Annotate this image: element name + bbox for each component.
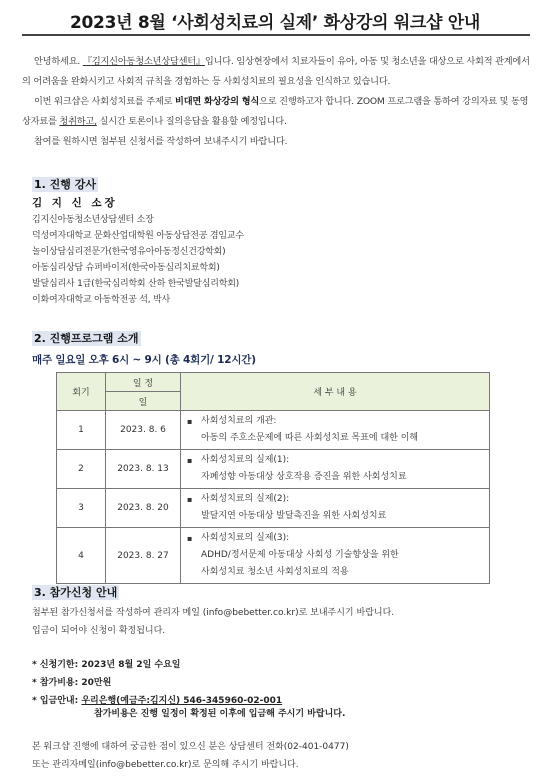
registration-notes (32, 604, 394, 640)
table-header-session: 회기 (57, 373, 106, 411)
account-item: * 입금안내: 우리은행(예금주:김지신) 546-345960-02-001 (32, 696, 283, 706)
session-date: 2023. 8. 6 (106, 411, 181, 450)
session-date: 2023. 8. 13 (106, 450, 181, 489)
content-bullet: ▪ 사회성치료의 실제(2): (187, 491, 483, 508)
instructor-line: 김지신아동청소년상담센터 소장 (32, 215, 154, 225)
content-bullet: ▪ 사회성치료의 개관: (187, 413, 483, 430)
content-line: 자폐성향 아동대상 상호작용 증진을 위한 사회성치료 (201, 472, 407, 482)
intro-emphasis: 비대면 화상강의 형식 (175, 96, 260, 107)
instructor-name: 김 지 신 소장 (32, 197, 118, 209)
instructor-line: 덕성여자대학교 문화산업대학원 아동상담전공 겸임교수 (32, 231, 244, 241)
intro-paragraphs (22, 52, 532, 152)
content-bullet: ▪ 사회성치료의 실제(1): (187, 452, 483, 469)
table-row (57, 450, 490, 489)
program-schedule: 매주 일요일 오후 6시 ~ 9시 (총 4회기/ 12시간) (32, 354, 256, 366)
content-bullet: ▪ 사회성치료의 실제(3): (187, 530, 483, 547)
payment-note: 참가비용은 진행 일정이 확정된 이후에 입금해 주시기 바랍니다. (94, 709, 346, 719)
table-header-content: 세 부 내 용 (181, 373, 490, 411)
content-line: 사회성치료 청소년 사회성치료의 적용 (201, 567, 349, 577)
footer-line: 또는 관리자메일(info@bebetter.co.kr)로 문의해 주시기 바랍니다. (32, 760, 299, 770)
program-table (56, 372, 490, 584)
center-name: 『김지신아동청소년상담센터』 (82, 56, 205, 67)
session-content (181, 411, 490, 450)
section-heading-instructor: 1. 진행 강사 (34, 178, 96, 191)
section-heading-registration: 3. 참가신청 안내 (34, 586, 118, 599)
table-row (57, 489, 490, 528)
session-date: 2023. 8. 20 (106, 489, 181, 528)
instructor-line: 이화여자대학교 아동학전공 석, 박사 (32, 295, 171, 305)
content-line: 발달지연 아동대상 발달촉진을 위한 사회성치료 (201, 511, 387, 521)
table-row (57, 528, 490, 584)
footer-line: 본 워크샵 진행에 대하여 궁금한 점이 있으신 분은 상담센터 전화(02-401-0477) (32, 742, 349, 752)
intro-paragraph-2: 이번 워크샵은 사회성치료를 주제로 비대면 화상강의 형식으로 진행하고자 합니다. ZOOM 프로그램을 통하여 강의자료 및 동영상자료를 청취하고, 실시간 토론이나 질의응답을 활용할 예정입니다. (22, 96, 529, 127)
table-header-day: 일 (106, 392, 181, 411)
session-content (181, 450, 490, 489)
content-line: 아동의 주호소문제에 따른 사회성치료 목표에 대한 이해 (201, 433, 419, 443)
page-title: 2023년 8월 ‘사회성치료의 실제’ 화상강의 워크샵 안내 (70, 13, 480, 33)
title-divider (22, 34, 530, 36)
instructor-line: 발달심리사 1급(한국심리학회 산하 한국발달심리학회) (32, 279, 240, 289)
session-number: 3 (57, 489, 106, 528)
registration-details (32, 656, 282, 710)
registration-line: 첨부된 참가신청서를 작성하여 관리자 메일 (info@bebetter.co.kr)로 보내주시기 바랍니다. (32, 608, 395, 618)
instructor-line: 아동심리상담 슈퍼바이저(한국아동심리치료학회) (32, 263, 220, 273)
session-date: 2023. 8. 27 (106, 528, 181, 584)
contact-footer (32, 738, 349, 774)
intro-paragraph-3: 참여를 원하시면 첨부된 신청서를 작성하여 보내주시기 바랍니다. (34, 136, 288, 147)
table-row (57, 411, 490, 450)
intro-paragraph-1: 안녕하세요. 『김지신아동청소년상담센터』입니다. 임상현장에서 치료자들이 유아, 아동 및 청소년을 대상으로 사회적 관계에서의 어려움을 완화시키고 사회적 규칙을 경험하는 등 사회성치료의 필요성을 인식하고 있습니다. (22, 56, 530, 87)
section-heading-program: 2. 진행프로그램 소개 (34, 332, 139, 345)
instructor-block (32, 194, 244, 308)
table-header-schedule: 일 정 (106, 373, 181, 392)
content-line: ADHD/정서문제 아동대상 사회성 기술향상을 위한 (201, 550, 399, 560)
instructor-line: 놀이상담심리전문가(한국영유아아동정신건강학회) (32, 247, 226, 257)
session-number: 2 (57, 450, 106, 489)
fee-item: * 참가비용: 20만원 (32, 678, 112, 688)
session-content (181, 489, 490, 528)
session-number: 1 (57, 411, 106, 450)
deadline-item: * 신청기한: 2023년 8월 2일 수요일 (32, 660, 181, 670)
session-number: 4 (57, 528, 106, 584)
session-content (181, 528, 490, 584)
registration-line: 입금이 되어야 신청이 확정됩니다. (32, 626, 166, 636)
